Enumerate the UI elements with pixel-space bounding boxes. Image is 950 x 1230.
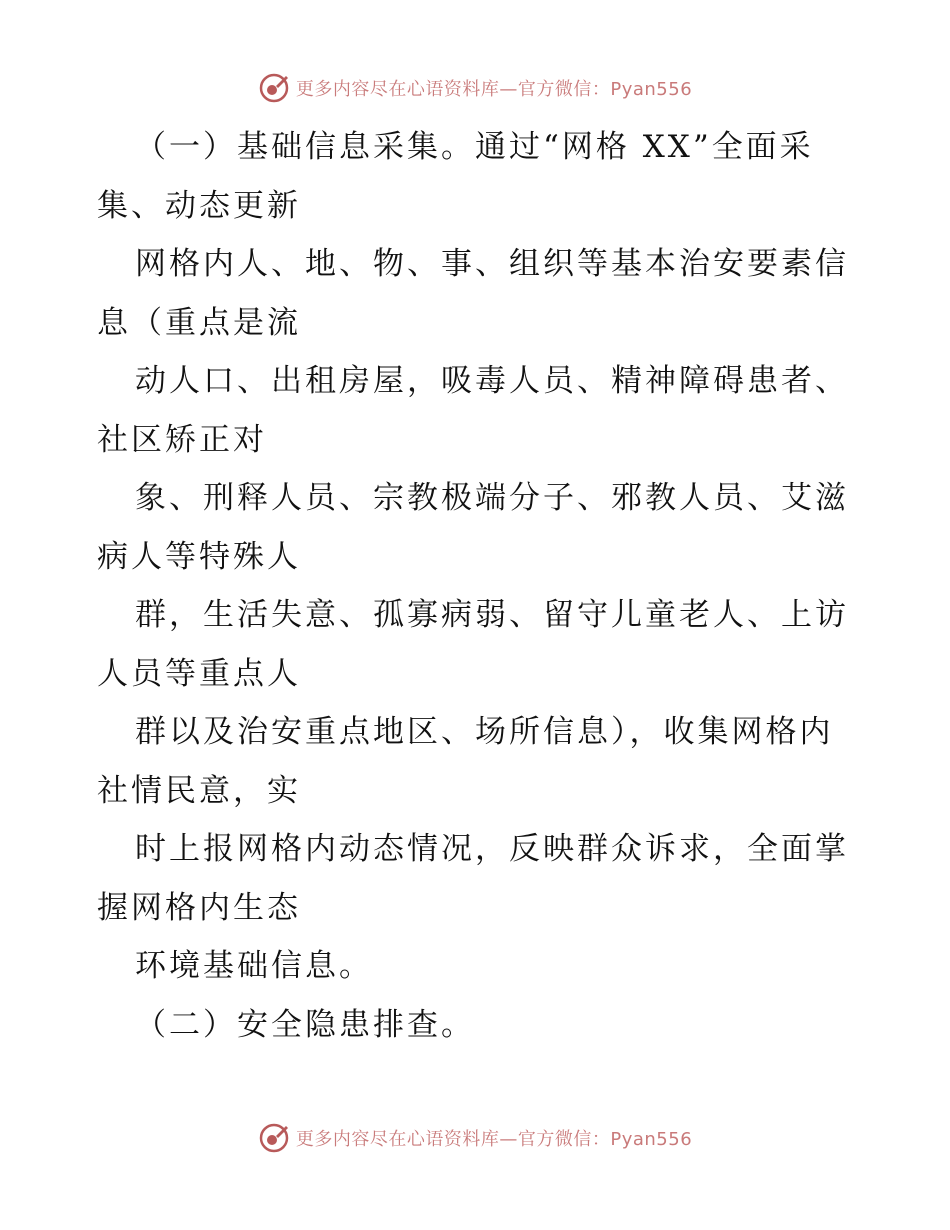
text-line: 网格内人、地、物、事、组织等基本治安要素信 (135, 246, 849, 282)
text-line: 人员等重点人 (97, 655, 301, 692)
pen-seal-logo-icon (258, 72, 290, 104)
text-line: 病人等特殊人 (97, 538, 301, 575)
text-line: （二）安全隐患排查。 (135, 1006, 475, 1043)
text-line: 环境基础信息。 (135, 948, 373, 984)
text-line: （一）基础信息采集。通过“网格 XX”全面采 (135, 129, 814, 165)
text-line: 象、刑释人员、宗教极端分子、邪教人员、艾滋 (135, 480, 849, 516)
footer-watermark (0, 1122, 950, 1154)
text-line: 息（重点是流 (97, 304, 301, 341)
text-line: 动人口、出租房屋，吸毒人员、精神障碍患者、 (135, 363, 849, 399)
header-watermark (0, 72, 950, 104)
pen-seal-logo-icon (258, 1122, 290, 1154)
watermark-text: 更多内容尽在心语资料库—官方微信：Pyan556 (295, 79, 693, 100)
text-line: 社情民意，实 (97, 772, 301, 809)
text-line: 群，生活失意、孤寡病弱、留守儿童老人、上访 (135, 597, 849, 633)
text-line: 集、动态更新 (97, 187, 301, 224)
text-line: 社区矫正对 (97, 421, 267, 458)
document-body (97, 118, 857, 1054)
text-line: 群以及治安重点地区、场所信息），收集网格内 (135, 714, 834, 750)
watermark-text: 更多内容尽在心语资料库—官方微信：Pyan556 (295, 1129, 693, 1150)
text-line: 握网格内生态 (97, 889, 301, 926)
text-line: 时上报网格内动态情况，反映群众诉求，全面掌 (135, 831, 849, 867)
